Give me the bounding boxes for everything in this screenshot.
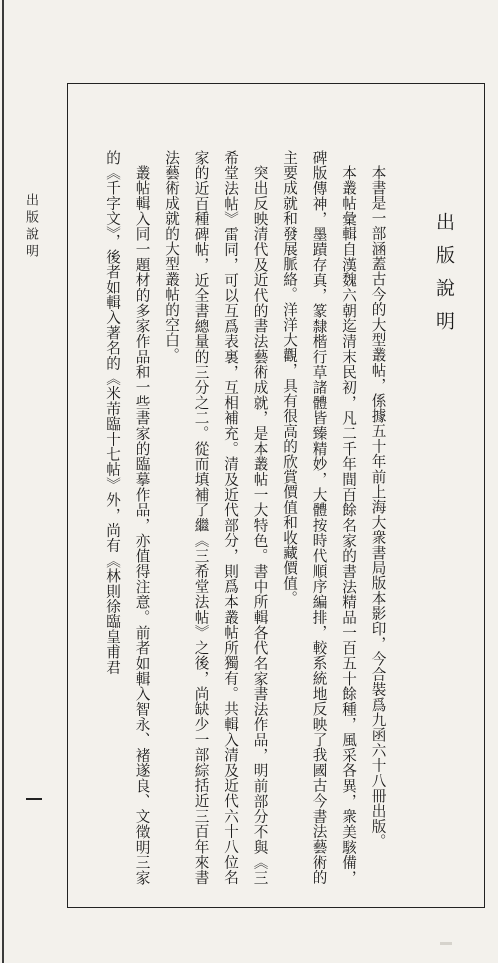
page-number-mark [26,798,42,800]
page-title: 出版說明 [433,212,455,344]
running-title: 出版說明 [23,193,38,261]
paragraph-1: 本書是一部涵蓋古今的大型叢帖，係據五十年前上海大衆書局版本影印，今合裝爲九函六十八冊出版。 [369,164,387,849]
scan-artifact [440,942,452,945]
page-edge [2,0,4,963]
paragraph-3: 突出反映清代及近代的書法藝術成就，是本叢帖一大特色。書中所輯各代名家書法作品，明前部分不與《三希堂法帖》雷同，可以互爲表裏，互相補充。清及近代部分，則爲本叢帖所獨有。共輯入清及近代六十八位名家的近百種碑帖，近全書總量的三分之二。從而填補了繼《三希堂法帖》之後，尚缺少一部綜括近三百年來書法藝術成就的大型叢帖的空白。 [163,150,269,885]
body-text [98,150,461,885]
paragraph-4: 叢帖輯入同一題材的多家作品和一些書家的臨摹作品，亦值得注意。前者如輯入智永、褚遂良、文徵明三家的《千字文》，後者如輯入著名的《米芾臨十七帖》外，尚有《林則徐臨皇甫君 [104,150,151,885]
paragraph-2: 本叢帖彙輯自漢魏六朝迄清末民初，凡二千年間百餘名家的書法精品一百五十餘種，風采各異，衆美駭備，碑版傳神，墨蹟存真，篆隸楷行草諸體皆臻精妙，大體按時代順序編排，較系統地反映了我國古今書法藝術的主要成就和發展脈絡。洋洋大觀，具有很高的欣賞價值和收藏價值。 [281,150,357,885]
